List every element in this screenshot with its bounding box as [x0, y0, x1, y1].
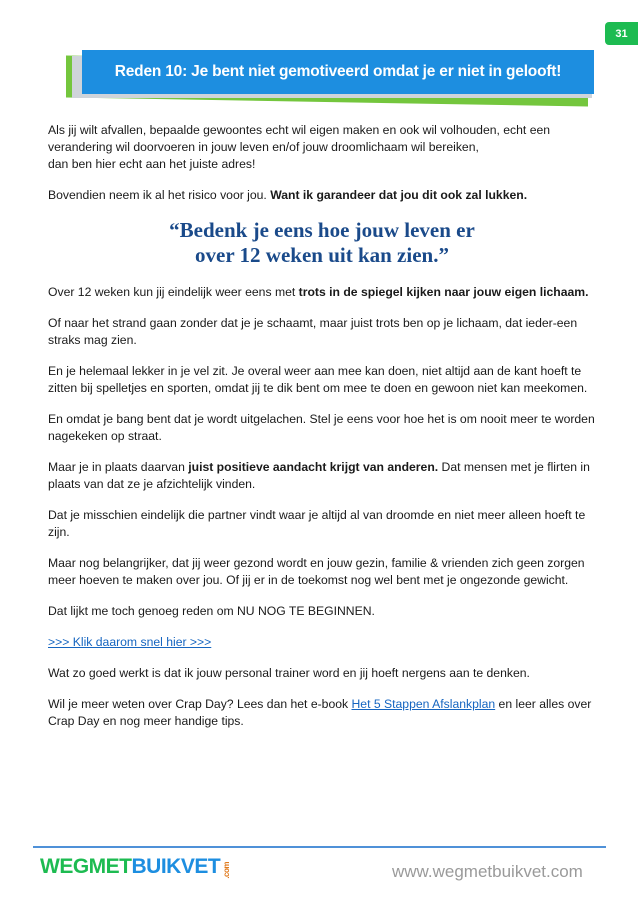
paragraph-attention	[48, 459, 596, 493]
quote-line-1: “Bedenk je eens hoe jouw leven er	[169, 218, 475, 242]
attention-bold: juist positieve aandacht krijgt van anderen.	[188, 460, 439, 474]
paragraph-comfortable: En je helemaal lekker in je vel zit. Je overal weer aan mee kan doen, niet altijd aan de kant hoeft te zitten bij spelletjes en sporten, omdat jij te dik bent om mee te doen en gewoon niet kan meekomen.	[48, 364, 588, 395]
article-body	[48, 122, 596, 744]
paragraph-guarantee	[48, 187, 596, 204]
guarantee-text: Bovendien neem ik al het risico voor jou.	[48, 188, 271, 202]
intro-line-1: Als jij wilt afvallen, bepaalde gewoontes echt wil eigen maken en ook wil volhouden, echt een	[48, 123, 551, 137]
brand-logo[interactable]	[40, 855, 231, 879]
logo-part-buikvet: BUIKVET	[131, 855, 221, 878]
pull-quote	[48, 218, 596, 268]
page-number-badge: 31	[605, 22, 638, 45]
attention-text-2: Dat mensen met je flirten in plaats van dat ze je afzichtelijk vinden.	[48, 460, 590, 491]
footer-divider	[33, 846, 606, 848]
mirror-text: Over 12 weken kun jij eindelijk weer eens met	[48, 285, 299, 299]
crap-day-text-1: Wil je meer weten over Crap Day? Lees dan het e-book	[48, 697, 352, 711]
paragraph-crap-day	[48, 696, 596, 730]
chapter-banner	[66, 50, 596, 108]
paragraph-click-link	[48, 634, 596, 651]
logo-part-wegmet: WEGMET	[40, 855, 132, 878]
paragraph-partner: Dat je misschien eindelijk die partner vindt waar je altijd al van droomde en niet meer alleen hoeft te zijn.	[48, 508, 586, 539]
paragraph-start-now: Dat lijkt me toch genoeg reden om NU NOG TE BEGINNEN.	[48, 604, 375, 618]
quote-line-2: over 12 weken uit kan zien.”	[195, 243, 449, 267]
paragraph-beach: Of naar het strand gaan zonder dat je je schaamt, maar juist trots ben op je lichaam, dat ieder-een straks mag zien.	[48, 316, 578, 347]
crap-day-text-2: en leer alles over Crap Day en nog meer handige tips.	[48, 697, 592, 728]
paragraph-trainer: Wat zo goed werkt is dat ik jouw personal trainer word en jij hoeft nergens aan te denken.	[48, 666, 530, 680]
paragraph-health: Maar nog belangrijker, dat jij weer gezond wordt en jouw gezin, familie & vrienden zich geen zorgen meer hoeven te maken over jou. Of jij er in de toekomst nog wel bent met je ongezonde gewicht.	[48, 556, 585, 587]
intro-line-2: verandering wil doorvoeren in jouw leven en/of jouw droomlichaam wil bereiken,	[48, 140, 479, 154]
click-here-link[interactable]: >>> Klik daarom snel hier >>>	[48, 635, 212, 649]
paragraph-mirror	[48, 284, 596, 301]
footer-website-url[interactable]: www.wegmetbuikvet.com	[392, 862, 583, 881]
mirror-bold: trots in de spiegel kijken naar jouw eigen lichaam.	[298, 285, 589, 299]
paragraph-intro	[48, 122, 596, 173]
paragraph-laughed-at: En omdat je bang bent dat je wordt uitgelachen. Stel je eens voor hoe het is om nooit meer te worden nagekeken op straat.	[48, 412, 595, 443]
intro-line-3: dan ben hier echt aan het juiste adres!	[48, 157, 256, 171]
guarantee-bold: Want ik garandeer dat jou dit ook zal lukken.	[270, 188, 528, 202]
ebook-link[interactable]: Het 5 Stappen Afslankplan	[351, 697, 496, 711]
chapter-title: Reden 10: Je bent niet gemotiveerd omdat je er niet in gelooft!	[82, 50, 594, 94]
attention-text-1: Maar je in plaats daarvan	[48, 460, 189, 474]
logo-suffix-com: .com	[222, 862, 232, 879]
